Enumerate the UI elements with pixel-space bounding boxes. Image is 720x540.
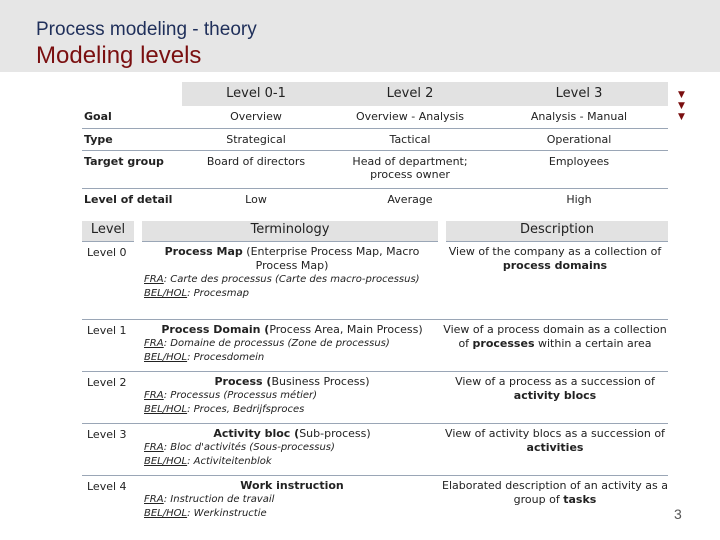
term-name: Activity bloc ( [213, 426, 300, 440]
bel-label: BEL/HOL [144, 455, 188, 467]
terminology-cell [138, 371, 442, 423]
table-cell: Overview - Analysis [355, 110, 465, 123]
table-cell: Low [182, 188, 330, 210]
table-row [82, 475, 668, 527]
description-cell: View of a process domain as a collection of processes within a certain area [442, 319, 668, 371]
table-row [82, 241, 668, 319]
table-row [82, 106, 668, 128]
table-cell: Tactical [330, 128, 490, 150]
terminology-table [82, 221, 668, 527]
triangle-down-icon: ▼ [678, 101, 685, 111]
term-alias: Sub-process) [299, 426, 371, 440]
bel-label: BEL/HOL [144, 287, 188, 299]
fra-term: : Carte des processus (Carte des macro-processus) [163, 273, 420, 285]
bel-term: : Proces, Bedrijfsproces [187, 403, 305, 415]
slide-supertitle: Process modeling - theory [36, 19, 257, 40]
column-header: Description [442, 221, 668, 241]
column-header: Level 0-1 [182, 82, 330, 106]
fra-label: FRA [144, 389, 164, 401]
terminology-cell [138, 241, 442, 319]
bel-term: : Activiteitenblok [187, 455, 272, 467]
table-cell: High [490, 188, 668, 210]
term-alias: (Enterprise Process Map, Macro Process Map) [242, 244, 420, 272]
column-header: Level [82, 221, 138, 241]
fra-label: FRA [144, 337, 164, 349]
description-cell: View of a process as a succession of activity blocs [442, 371, 668, 423]
term-name: Work instruction [240, 478, 344, 492]
table-row [82, 128, 668, 150]
row-label: Level of detail [82, 188, 182, 210]
fra-term: : Domaine de processus (Zone de processus) [163, 337, 390, 349]
terminology-cell [138, 319, 442, 371]
description-cell: View of the company as a collection of process domains [442, 241, 668, 319]
slide-title: Modeling levels [36, 42, 202, 69]
row-label: Target group [82, 150, 182, 188]
table-row [82, 423, 668, 475]
table-cell: Head of department; process owner [330, 150, 490, 188]
term-name: Process ( [214, 374, 272, 388]
table-cell: Analysis - Manual [530, 110, 628, 123]
description-cell: Elaborated description of an activity as a group of tasks [442, 475, 668, 527]
terminology-cell [138, 475, 442, 527]
row-label: Type [82, 128, 182, 150]
bel-label: BEL/HOL [144, 351, 188, 363]
table-cell: Average [330, 188, 490, 210]
bel-term: : Procesmap [187, 287, 249, 299]
table-header-row [82, 221, 668, 241]
term-alias: Process Area, Main Process) [269, 322, 423, 336]
fra-label: FRA [144, 493, 164, 505]
bel-term: : Procesdomein [187, 351, 265, 363]
bel-label: BEL/HOL [144, 507, 188, 519]
table-cell: Operational [490, 128, 668, 150]
level-cell: Level 0 [82, 241, 138, 319]
level-cell: Level 4 [82, 475, 138, 527]
nav-arrows [678, 90, 692, 123]
table-cell: Strategical [182, 128, 330, 150]
table-row [82, 371, 668, 423]
table-row [82, 319, 668, 371]
table-cell: Board of directors [182, 150, 330, 188]
term-alias: Business Process) [271, 374, 370, 388]
table-cell: Overview [230, 110, 282, 123]
table-row [82, 188, 668, 210]
row-label: Goal [84, 110, 112, 123]
term-name: Process Domain ( [161, 322, 270, 336]
term-name: Process Map [164, 244, 243, 258]
level-cell: Level 3 [82, 423, 138, 475]
table-header-row [82, 82, 668, 106]
bel-term: : Werkinstructie [187, 507, 267, 519]
fra-label: FRA [144, 441, 164, 453]
fra-term: : Instruction de travail [163, 493, 275, 505]
triangle-down-icon: ▼ [678, 90, 685, 100]
table-row [82, 150, 668, 188]
fra-term: : Processus (Processus métier) [163, 389, 318, 401]
terminology-cell [138, 423, 442, 475]
page-number: 3 [674, 506, 682, 522]
bel-label: BEL/HOL [144, 403, 188, 415]
slide-header [0, 0, 720, 72]
column-header: Level 3 [490, 82, 668, 106]
fra-term: : Bloc d'activités (Sous-processus) [163, 441, 335, 453]
description-cell: View of activity blocs as a succession of activities [442, 423, 668, 475]
table-cell: Employees [490, 150, 668, 188]
level-cell: Level 2 [82, 371, 138, 423]
triangle-down-icon: ▼ [678, 112, 685, 122]
level-cell: Level 1 [82, 319, 138, 371]
column-header: Terminology [138, 221, 442, 241]
column-header: Level 2 [330, 82, 490, 106]
modeling-levels-table [82, 82, 668, 210]
fra-label: FRA [144, 273, 164, 285]
